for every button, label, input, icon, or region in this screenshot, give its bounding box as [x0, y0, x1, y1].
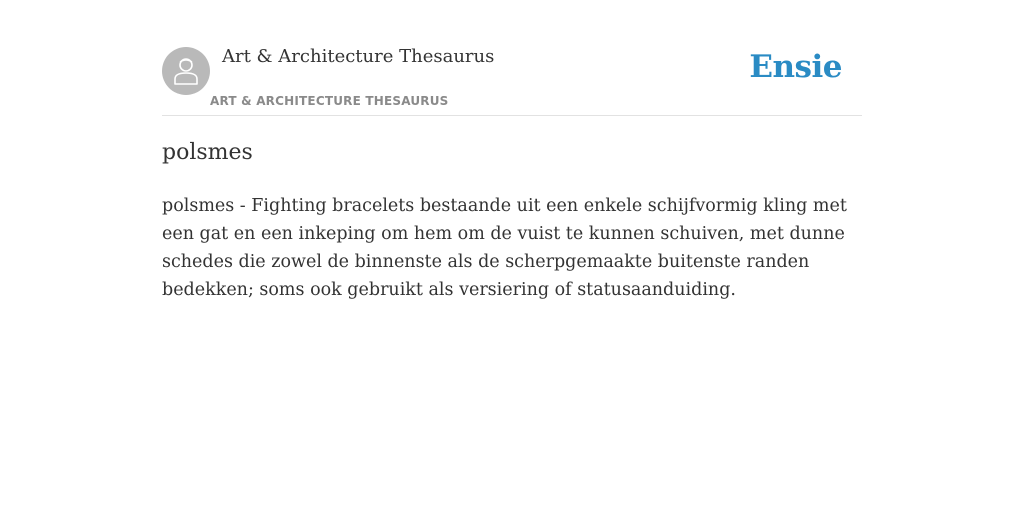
source-label[interactable]: ART & ARCHITECTURE THESAURUS [210, 94, 449, 108]
definition-text: polsmes - Fighting bracelets bestaande uit een enkele schijfvormig kling met een gat en een inkeping om hem om de vuist te kunnen schuiven, met dunne schedes die zowel de binnenste als de scherpgemaakte buitenste randen bedekken; soms ook gebruikt als versiering of statusaanduiding. [162, 196, 847, 300]
author-name[interactable]: Art & Architecture Thesaurus [222, 46, 495, 67]
term-title: polsmes [162, 140, 253, 165]
page [162, 0, 862, 512]
user-icon [172, 56, 200, 86]
entry-header [162, 0, 862, 116]
brand-logo[interactable]: Ensie [749, 49, 842, 85]
avatar[interactable] [162, 47, 210, 95]
